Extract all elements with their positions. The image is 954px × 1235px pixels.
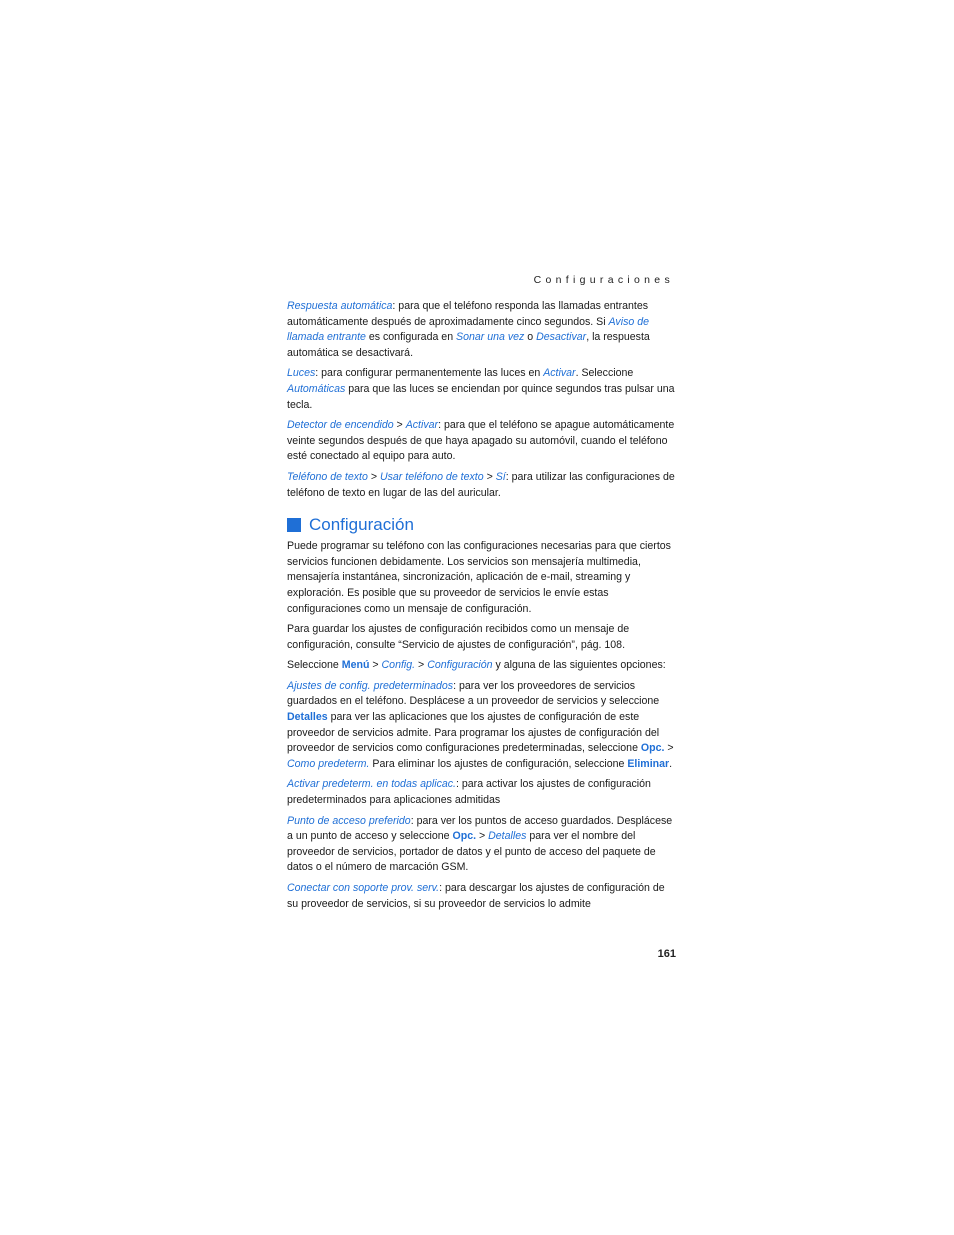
option-desactivar: Desactivar <box>536 331 587 344</box>
text: y alguna de las siguientes opciones: <box>492 659 666 672</box>
option-punto-acceso-preferido: Punto de acceso preferido <box>287 814 411 827</box>
option-ajustes-config-predeterminados: Ajustes de config. predeterminados <box>287 679 454 692</box>
running-header: Configuraciones <box>533 274 674 286</box>
text: > <box>415 659 428 672</box>
text: para que las luces se enciendan por quince segundos tras pulsar una tecla. <box>287 382 675 411</box>
option-conectar-soporte: Conectar con soporte prov. serv. <box>287 882 440 894</box>
paragraph-intro: Puede programar su teléfono con las configuraciones necesarias para que ciertos servicios funcionen debidamente. Los servicios son mensajería multimedia, mensajería instantánea, sincronización, aplicación de e-mail, streaming y exploración. Es posible que su proveedor de servicios le envíe estas configuraciones como un mensaje de configuración. <box>287 540 671 615</box>
command-detalles: Detalles <box>287 711 328 724</box>
text: o <box>524 331 537 344</box>
option-si: Sí <box>495 470 506 483</box>
paragraph-ajustes-predeterminados <box>287 679 677 773</box>
option-activar-predeterm: Activar predeterm. en todas aplicac. <box>287 778 456 791</box>
paragraph-luces <box>287 366 677 413</box>
command-menu: Menú <box>341 659 370 672</box>
option-configuracion: Configuración <box>427 659 493 672</box>
text: Para eliminar los ajustes de configuración, seleccione <box>369 757 628 770</box>
text: : para que el teléfono responda las llamadas entrantes automáticamente después de aproximadamente cinco segundos. Si <box>287 300 649 328</box>
paragraph-activar-predeterm <box>287 777 677 808</box>
text: : para activar los ajustes de configuración predeterminados para aplicaciones admitidas <box>287 778 651 807</box>
option-detalles: Detalles <box>488 830 527 843</box>
text: : para configurar permanentemente las luces en <box>315 367 544 380</box>
text: > <box>369 659 382 672</box>
text: es configurada en <box>365 331 457 344</box>
option-telefono-texto: Teléfono de texto <box>287 470 368 483</box>
text: : para utilizar las configuraciones de teléfono de texto en lugar de las del auricular. <box>287 470 675 499</box>
text: > <box>393 419 406 432</box>
text: : para que el teléfono se apague automáticamente veinte segundos después de que haya apagado su automóvil, cuando el teléfono esté conectado al equipo para auto. <box>287 419 675 463</box>
text: > <box>664 742 674 755</box>
section-title: Configuración <box>309 515 414 535</box>
paragraph-conectar-soporte <box>287 881 677 912</box>
option-como-predeterm: Como predeterm. <box>287 757 370 770</box>
page-number: 161 <box>657 948 676 960</box>
text: : para descargar los ajustes de configuración de su proveedor de servicios, si su proveedor de servicios lo admite <box>287 882 665 910</box>
text: > <box>483 470 496 483</box>
paragraph-guardar: Para guardar los ajustes de configuración recibidos como un mensaje de configuración, consulte “Servicio de ajustes de configuración”, pág. 108. <box>287 623 630 651</box>
option-automaticas: Automáticas <box>287 382 346 395</box>
text: Seleccione <box>287 659 342 672</box>
paragraph-seleccione <box>287 658 677 674</box>
option-config: Config. <box>381 659 416 672</box>
text: : para ver los puntos de acceso guardados. Desplácese a un punto de acceso y seleccione <box>287 814 673 843</box>
text: para ver las aplicaciones que los ajustes de configuración de este proveedor de servicios admite. Para programar los ajustes de configuración del proveedor de servicios como configuraciones predeterminadas, seleccione <box>287 711 660 755</box>
option-activar: Activar <box>405 419 439 432</box>
text: > <box>367 470 380 483</box>
paragraph-detector-encendido <box>287 418 677 465</box>
option-luces: Luces <box>287 367 316 380</box>
paragraph-punto-acceso <box>287 814 677 876</box>
option-aviso-llamada: Aviso de llamada entrante <box>287 315 649 344</box>
square-bullet-icon <box>287 518 301 532</box>
option-respuesta-automatica: Respuesta automática <box>287 300 393 312</box>
text: , la respuesta automática se desactivará. <box>287 331 650 359</box>
section-heading <box>287 515 677 535</box>
text: . Seleccione <box>575 367 634 380</box>
option-detector-encendido: Detector de encendido <box>287 419 394 432</box>
command-eliminar: Eliminar <box>627 757 670 770</box>
paragraph-telefono-texto <box>287 470 677 501</box>
command-opc: Opc. <box>452 830 477 843</box>
text: > <box>476 830 489 843</box>
text: para ver el nombre del proveedor de servicios, portador de datos y el punto de acceso del paquete de datos o el número de marcación GSM. <box>287 830 656 874</box>
paragraph-respuesta-automatica <box>287 299 677 361</box>
option-activar: Activar <box>543 367 576 380</box>
text: . <box>669 757 673 770</box>
option-usar-telefono-texto: Usar teléfono de texto <box>379 470 484 483</box>
page-content <box>287 299 677 917</box>
text: : para ver los proveedores de servicios guardados en el teléfono. Desplácese a un proveedor de servicios y seleccione <box>287 679 660 708</box>
option-sonar-una-vez: Sonar una vez <box>456 331 525 344</box>
command-opc: Opc. <box>640 742 665 755</box>
